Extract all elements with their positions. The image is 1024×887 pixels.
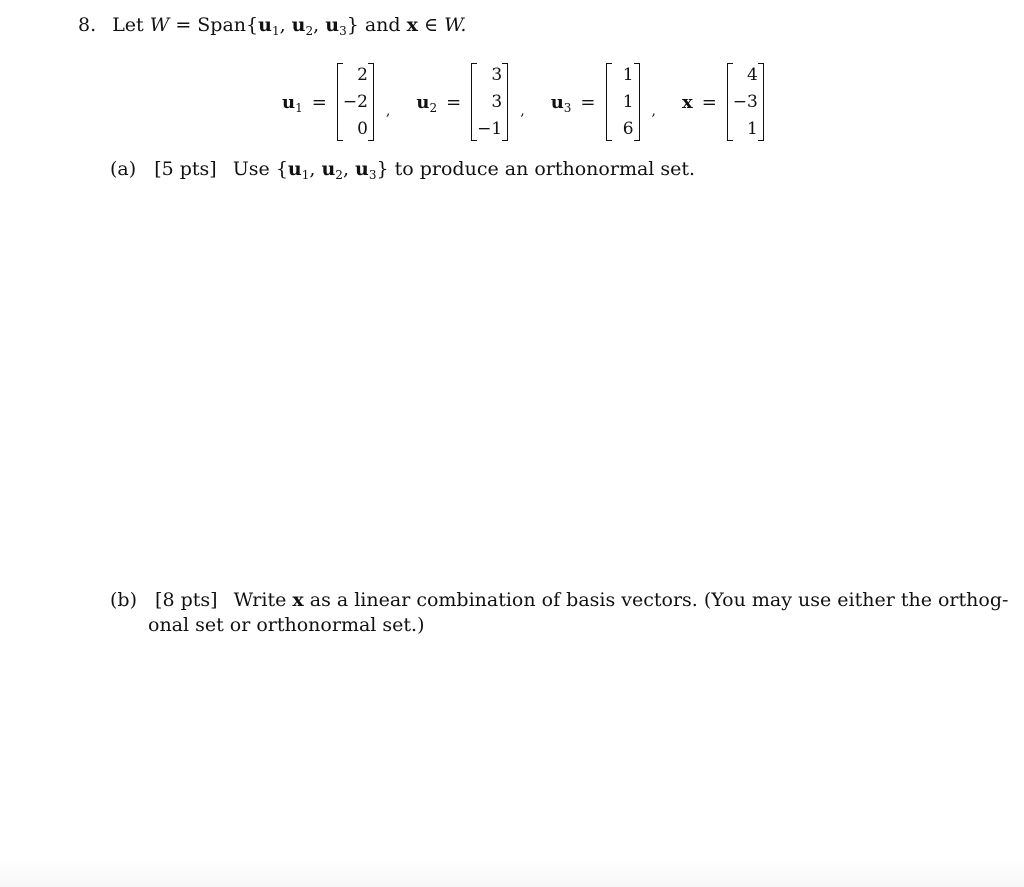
comma-separator: , bbox=[520, 103, 525, 119]
part-b-points: [8 pts] bbox=[155, 589, 218, 611]
matrix-entry: −3 bbox=[732, 92, 758, 112]
matrix-entry: 0 bbox=[357, 119, 368, 139]
vector-definitions bbox=[282, 60, 764, 144]
vector-symbol: x bbox=[681, 91, 693, 113]
page-bottom-fade bbox=[0, 859, 1024, 887]
close-and: } and bbox=[346, 14, 401, 36]
u1-subscript: 1 bbox=[271, 24, 280, 38]
vector-subscript: 3 bbox=[563, 100, 572, 115]
column-matrix bbox=[471, 63, 508, 141]
u3-symbol: u bbox=[325, 14, 340, 36]
u2-subscript: 2 bbox=[335, 168, 343, 182]
x-symbol: x bbox=[406, 14, 418, 36]
u3-symbol: u bbox=[355, 158, 369, 180]
comma-separator: , bbox=[651, 103, 656, 119]
equals-sign: = bbox=[311, 91, 327, 113]
let-word: Let bbox=[112, 14, 144, 36]
vector-name bbox=[551, 92, 572, 113]
vector-symbol: u bbox=[282, 91, 296, 113]
problem-number: 8. bbox=[78, 14, 97, 36]
vector-x bbox=[682, 63, 764, 141]
part-a-label: (a) bbox=[110, 158, 137, 180]
u2-subscript: 2 bbox=[305, 24, 314, 38]
part-b-line-1 bbox=[110, 588, 1008, 613]
column-matrix bbox=[337, 63, 374, 141]
part-b-text-line1: as a linear combination of basis vectors. (You may use either the orthog- bbox=[309, 589, 1009, 611]
comma-separator: , bbox=[385, 103, 391, 119]
vector-subscript: 2 bbox=[429, 100, 438, 115]
part-b-text-before: Write bbox=[233, 589, 287, 611]
equals-sign: = bbox=[701, 91, 717, 113]
u1-subscript: 1 bbox=[301, 168, 310, 182]
matrix-entry: 3 bbox=[491, 92, 503, 112]
matrix-entry: 1 bbox=[622, 65, 634, 85]
part-a-points: [5 pts] bbox=[154, 158, 217, 180]
equals-sign: = bbox=[446, 91, 462, 113]
comma-separator: , bbox=[342, 158, 349, 180]
comma-separator: , bbox=[309, 158, 316, 180]
column-matrix bbox=[727, 63, 764, 141]
vector-u3 bbox=[551, 63, 682, 141]
part-b-label: (b) bbox=[110, 589, 137, 611]
part-a-text-after: } to produce an orthonormal set. bbox=[376, 158, 696, 180]
matrix-entry: 1 bbox=[747, 119, 758, 139]
part-a-text-before: Use { bbox=[232, 158, 288, 180]
vector-symbol: u bbox=[416, 91, 430, 113]
vector-name bbox=[682, 92, 693, 113]
span-equals: = Span{ bbox=[175, 14, 259, 36]
matrix-entry: 4 bbox=[747, 65, 758, 85]
part-b bbox=[110, 588, 1008, 638]
matrix-entry: −2 bbox=[342, 92, 368, 112]
matrix-entry: 6 bbox=[622, 119, 634, 139]
u3-subscript: 3 bbox=[368, 168, 377, 182]
element-of: ∈ bbox=[423, 14, 439, 36]
part-b-line-2: onal set or orthonormal set.) bbox=[148, 614, 425, 636]
equals-sign: = bbox=[580, 91, 596, 113]
u2-symbol: u bbox=[321, 158, 336, 180]
column-matrix bbox=[606, 63, 640, 141]
matrix-entry: 3 bbox=[491, 65, 503, 85]
subspace-w-end: W. bbox=[444, 14, 467, 36]
matrix-entry: −1 bbox=[477, 119, 503, 139]
u1-symbol: u bbox=[287, 158, 302, 180]
u3-subscript: 3 bbox=[339, 24, 347, 38]
x-symbol: x bbox=[292, 589, 304, 611]
vector-u2 bbox=[416, 63, 550, 141]
part-a bbox=[110, 158, 695, 180]
vector-name bbox=[282, 92, 303, 113]
vector-symbol: u bbox=[550, 91, 564, 113]
vector-name bbox=[416, 92, 437, 113]
matrix-entry: 1 bbox=[622, 92, 634, 112]
u1-symbol: u bbox=[258, 14, 272, 36]
problem-statement: 8. Let $W = Span\{u_1$, $u_2$, $u_3$} and x ∈ W. bbox=[78, 14, 467, 38]
vector-subscript: 1 bbox=[295, 100, 303, 115]
matrix-entry: 2 bbox=[357, 65, 368, 85]
u2-symbol: u bbox=[291, 14, 306, 36]
subspace-w: W bbox=[149, 14, 170, 36]
vector-u1 bbox=[282, 63, 416, 141]
